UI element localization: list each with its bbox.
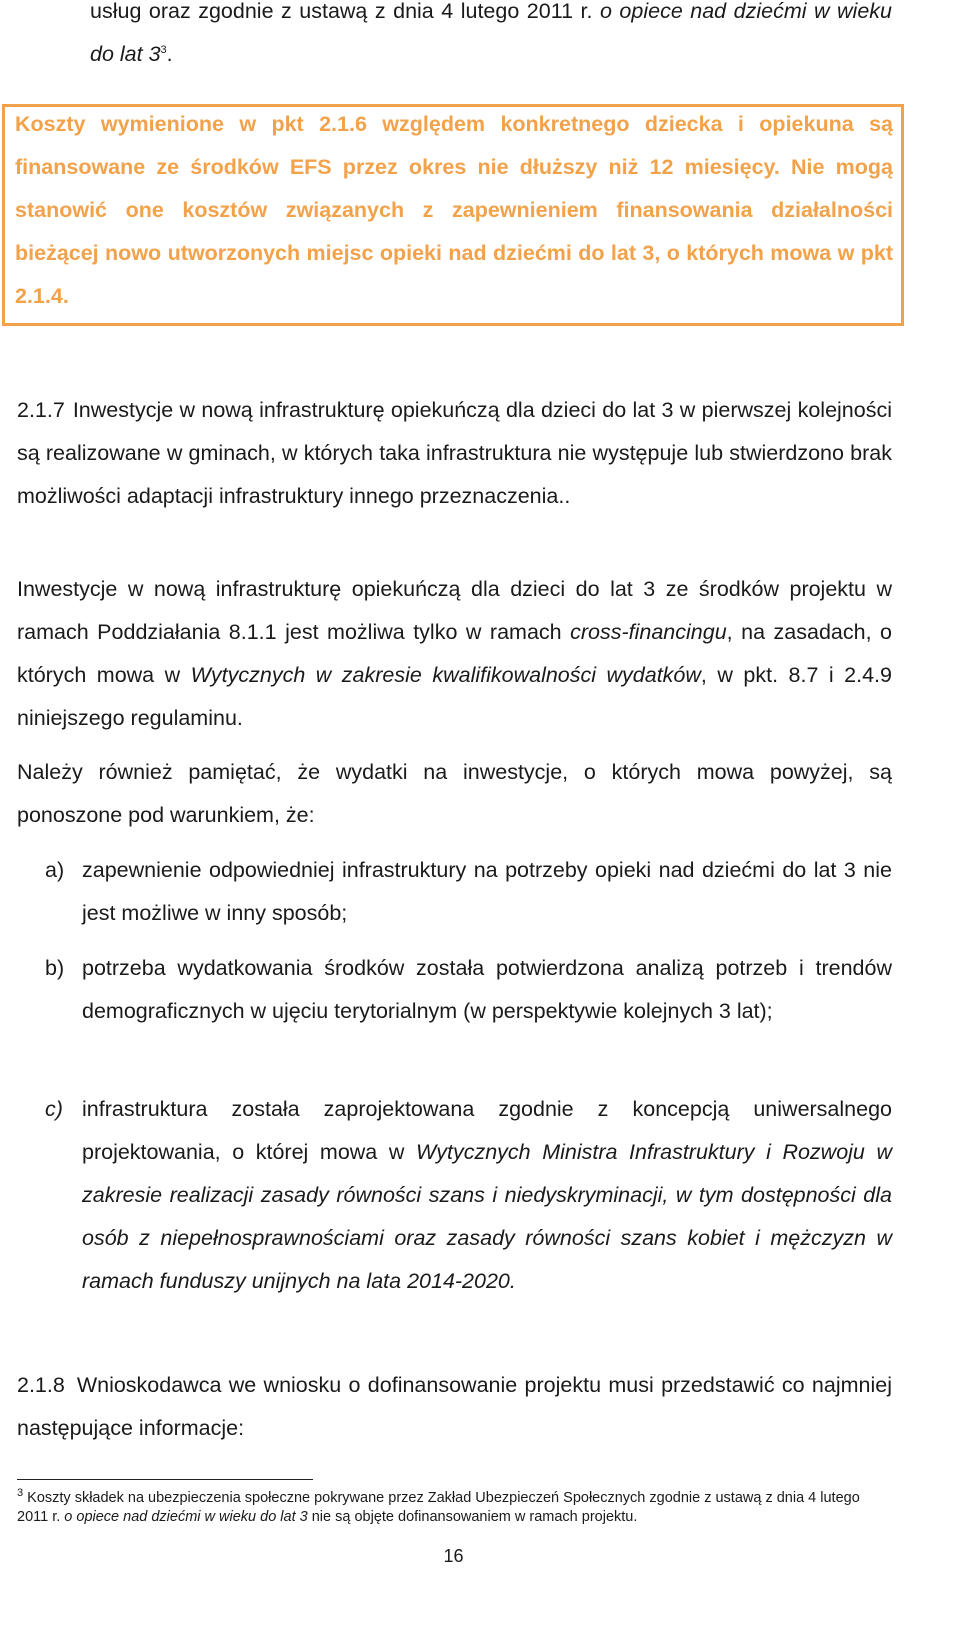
section-text: Inwestycje w nową infrastrukturę opiekuńczą dla dzieci do lat 3 w pierwszej kolejności są realizowane w gminach, w których taka infrastruktura nie występuje lub stwierdzono brak możliwości adaptacji infrastruktury innego przeznaczenia.. [17, 398, 892, 508]
guidelines-title: Wytycznych w zakresie kwalifikowalności wydatków [190, 663, 701, 687]
section-2-1-8 [17, 1364, 892, 1450]
investment-text-2: , na zasadach, o których mowa w [17, 620, 892, 687]
condition-item-c [45, 1088, 892, 1303]
condition-text-plain: infrastruktura została zaprojektowana zgodnie z koncepcją uniwersalnego projektowania, o której mowa w [82, 1097, 892, 1164]
footnote-reference[interactable]: 3 [160, 43, 167, 56]
continued-text: usług oraz zgodnie z ustawą z dnia 4 lutego 2011 r. [90, 0, 600, 23]
investment-text-1: Inwestycje w nową infrastrukturę opiekuńczą dla dzieci do lat 3 ze środków projektu w ramach Poddziałania 8.1.1 jest możliwa tylko w ramach [17, 577, 892, 644]
investment-paragraph [17, 568, 892, 740]
condition-text: zapewnienie odpowiedniej infrastruktury na potrzeby opieki nad dziećmi do lat 3 nie jest możliwe w inny sposób; [82, 858, 892, 925]
highlight-box-text: Koszty wymienione w pkt 2.1.6 względem konkretnego dziecka i opiekuna są finansowane ze środków EFS przez okres nie dłuższy niż 12 miesięcy. Nie mogą stanowić one kosztów związanych z zapewnieniem finansowania działalności bieżącej nowo utworzonych miejsc opieki nad dziećmi do lat 3, o których mowa w pkt 2.1.4. [15, 112, 893, 308]
footnote-text-end: nie są objęte dofinansowaniem w ramach projektu. [307, 1509, 638, 1525]
condition-text [82, 1088, 892, 1303]
condition-item-b [45, 947, 892, 1033]
investment-text-3: , w pkt. 8.7 i 2.4.9 niniejszego regulaminu. [17, 663, 892, 730]
continued-text-end: . [166, 42, 173, 66]
list-marker: b) [45, 956, 65, 980]
condition-text: potrzeba wydatkowania środków została potwierdzona analizą potrzeb i trendów demograficznych w ujęciu terytorialnym (w perspektywie kolejnych 3 lat); [82, 956, 892, 1023]
footnote [17, 1489, 887, 1527]
condition-item-a [45, 849, 892, 935]
section-number: 2.1.8 [17, 1373, 65, 1397]
act-title: o opiece nad dziećmi w wieku do lat 3 [90, 0, 892, 66]
footnote-number: 3 [17, 1487, 24, 1500]
footnote-act-title: o opiece nad dziećmi w wieku do lat 3 [64, 1509, 308, 1525]
guidelines-reference: Wytycznych Ministra Infrastruktury i Rozwoju w zakresie realizacji zasady równości szans i niedyskryminacji, w tym dostępności dla osób z niepełnosprawnościami oraz zasady równości szans kobiet i mężczyzn w ramach funduszy unijnych na lata 2014-2020. [82, 1140, 892, 1293]
footnote-text: Koszty składek na ubezpieczenia społeczne pokrywane przez Zakład Ubezpieczeń Społecznych zgodnie z ustawą z dnia 4 lutego 2011 r. [17, 1490, 860, 1525]
continued-paragraph [90, 0, 892, 76]
list-marker: a) [45, 858, 65, 882]
section-2-1-7 [17, 389, 892, 518]
list-marker: c) [45, 1097, 63, 1121]
cross-financing-term: cross-financingu [570, 620, 727, 644]
section-number: 2.1.7 [17, 398, 65, 422]
conditions-intro: Należy również pamiętać, że wydatki na inwestycje, o których mowa powyżej, są ponoszone pod warunkiem, że: [17, 760, 892, 827]
page-number: 16 [443, 1546, 464, 1566]
footnote-separator [17, 1479, 313, 1480]
section-text: Wnioskodawca we wniosku o dofinansowanie projektu musi przedstawić co najmniej następujące informacje: [17, 1373, 892, 1440]
